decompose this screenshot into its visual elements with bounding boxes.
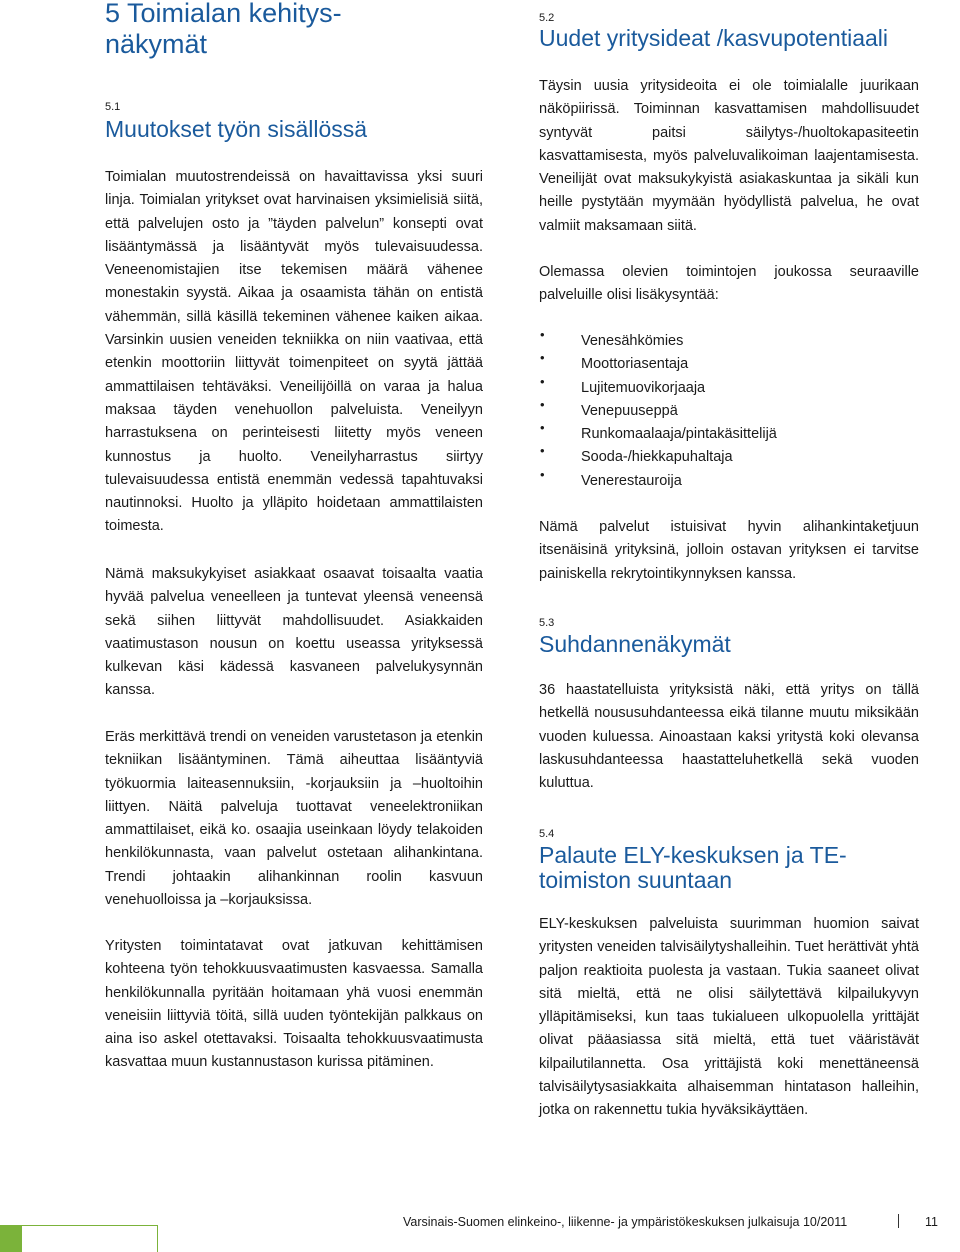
paragraph: Olemassa olevien toimintojen joukossa seuraaville palveluille olisi lisäkysyntää: <box>539 264 919 304</box>
section-5-2-body <box>539 75 919 238</box>
chapter-title-line2: näkymät <box>105 29 208 59</box>
corner-accent-line <box>157 1225 158 1252</box>
paragraph: Täysin uusia yritysideoita ei ole toimialalle juurikaan näköpiirissä. Toiminnan kasvattamisen mahdollisuudet syntyvät paitsi säilytys-/huoltokapasiteetin kasvattamisesta, myös palveluvalikoiman laajentamisesta. Veneilijät ovat maksukykyistä asiakaskuntaa ja sikäli kun heille pystytään myymään hyödyllistä palvelua, he ovat valmiit maksamaan siitä. <box>539 78 919 234</box>
paragraph: Nämä palvelut istuisivat hyvin alihankintaketjuun itsenäisinä yrityksinä, jolloin ostavan yrityksen ei tarvitse painiskella rekrytointikynnyksen kanssa. <box>539 519 919 582</box>
section-5-3-heading <box>539 617 919 657</box>
section-5-4-body <box>539 913 919 1123</box>
corner-accent <box>0 1225 22 1252</box>
section-number: 5.2 <box>539 12 555 24</box>
section-5-1-body <box>105 935 483 1075</box>
paragraph: Eräs merkittävä trendi on veneiden varustetason ja etenkin tekniikan lisääntyminen. Tämä aiheuttaa lisääntyviä työkuormia laiteasennuksiin, -korjauksiin ja –huoltoihin liittyen. Näitä palveluja tuottavat veneelektroniikan ammattilaiset, eikä ko. osaajia useinkaan löydy telakoiden henkilökunnasta, vaan palvelut ostetaan alihankintana. Trendi johtaakin alihankinnan roolin kasvuun venehuolloissa ja –korjauksissa. <box>105 729 483 909</box>
section-title-line2: toimiston suuntaan <box>539 867 733 893</box>
list-item: • Venepuuseppä <box>539 400 919 423</box>
section-title: Uudet yritysideat /kasvupotentiaali <box>539 25 889 51</box>
footer-divider <box>898 1214 899 1228</box>
list-item: • Lujitemuovikorjaaja <box>539 377 919 400</box>
list-item: • Moottoriasentaja <box>539 353 919 376</box>
paragraph: Yritysten toimintatavat ovat jatkuvan kehittämisen kohteena työn tehokkuusvaatimusten kasvaessa. Samalla henkilökunnalla pyritään hoitamaan yhä vuosi enemmän veneisiin liittyviä töitä, sillä uuden työntekijän palkkaus on aina iso askel otettavaksi. Toisaalta tehokkuusvaatimusta kasvattaa muun kustannustason kurissa pitäminen. <box>105 938 483 1071</box>
section-5-1-body <box>105 166 483 539</box>
section-5-2-body <box>539 261 919 308</box>
section-number: 5.1 <box>105 101 121 113</box>
section-title-line1: Palaute ELY-keskuksen ja TE- <box>539 842 847 868</box>
section-5-3-body <box>539 679 919 795</box>
paragraph: ELY-keskuksen palveluista suurimman huomion saivat yritysten veneiden talvisäilytyshalleihin. Tuet herättivät yhtä paljon reaktioita puolesta ja vastaan. Tukia saaneet olivat sitä mieltä, että ne olisi säilytettävä kilpailukyvyn ylläpitämiseksi, kun taas tukialueen ulkopuolella yrittäjät olivat pääasiassa sitä mieltä, että tuet vääristävät kilpailutilannetta. Osa yrittäjistä koki menettäneensä talvisäilytysasiakkaita alhaisemman hintatason halleihin, jotka on rakennettu tukia hyväksikäyttäen. <box>539 916 919 1119</box>
chapter-title-line1: 5 Toimialan kehitys- <box>105 0 342 28</box>
publication-title: Varsinais-Suomen elinkeino-, liikenne- ja ympäristökeskuksen julkaisuja 10/2011 <box>403 1215 848 1229</box>
list-item: • Runkomaalaaja/pintakäsittelijä <box>539 423 919 446</box>
section-title: Suhdannenäkymät <box>539 631 731 657</box>
section-5-1-body <box>105 563 483 703</box>
list-item: • Venerestauroija <box>539 470 919 493</box>
section-title <box>539 843 919 893</box>
section-5-1-body <box>105 726 483 912</box>
page-number: 11 <box>925 1215 938 1229</box>
page-footer <box>0 1212 960 1236</box>
paragraph: Nämä maksukykyiset asiakkaat osaavat toisaalta vaatia hyvää palvelua veneelleen ja tuntevat yleensä veneensä sekä siihen liittyvät mahdollisuudet. Asiakkaiden vaatimustason nousun on koettu useassa yrityksessä kulkevan käsi kädessä kasvaneen palvelukysynnän kanssa. <box>105 566 483 699</box>
service-list <box>539 330 919 493</box>
section-5-4-heading <box>539 828 919 893</box>
section-title: Muutokset työn sisällössä <box>105 116 368 142</box>
section-5-2-body <box>539 516 919 586</box>
paragraph: 36 haastatelluista yrityksistä näki, että yritys on tällä hetkellä noususuhdanteessa eikä tilanne muutu miksikään vuoden kuluessa. Ainoastaan kaksi yritystä koki olevansa laskusuhdanteessa haastatteluhetkellä sekä vuoden kuluttua. <box>539 682 919 792</box>
section-5-2-heading <box>539 12 919 51</box>
list-item: • Venesähkömies <box>539 330 919 353</box>
section-number: 5.3 <box>539 617 555 629</box>
section-5-1-heading <box>105 101 483 142</box>
section-number: 5.4 <box>539 828 555 840</box>
corner-accent-line <box>22 1225 157 1226</box>
paragraph: Toimialan muutostrendeissä on havaittavissa yksi suuri linja. Toimialan yritykset ovat harvinaisen yksimielisiä siitä, että palvelujen osto ja ”täyden palvelun” konsepti ovat lisääntymässä ja lisääntyvät myös tulevaisuudessa. Veneenomistajien itse tekemisen määrä vähenee monestakin syystä. Aikaa ja osaamista tähän on entistä vähemmän, sillä käsillä tekeminen vähenee kaiken aikaa. Varsinkin uusien veneiden tekniikka on niin vaativaa, että etenkin moottoriin liittyvät toimenpiteet on syytä jättää ammattilaisen tehtäväksi. Veneilijöillä on varaa ja halua maksaa täyden venehuollon palveluista. Veneilyyn harrastuksena on perinteisesti liitetty myös veneen kunnostus ja huolto. Veneilyharrastus siirtyy tulevaisuudessa entistä enemmän vedessä tapahtuvaksi nautinnoksi. Huolto ja ylläpito hoidetaan ammattilaisten toimesta. <box>105 169 483 535</box>
list-item: • Sooda-/hiekkapuhaltaja <box>539 446 919 469</box>
chapter-title <box>105 0 465 60</box>
